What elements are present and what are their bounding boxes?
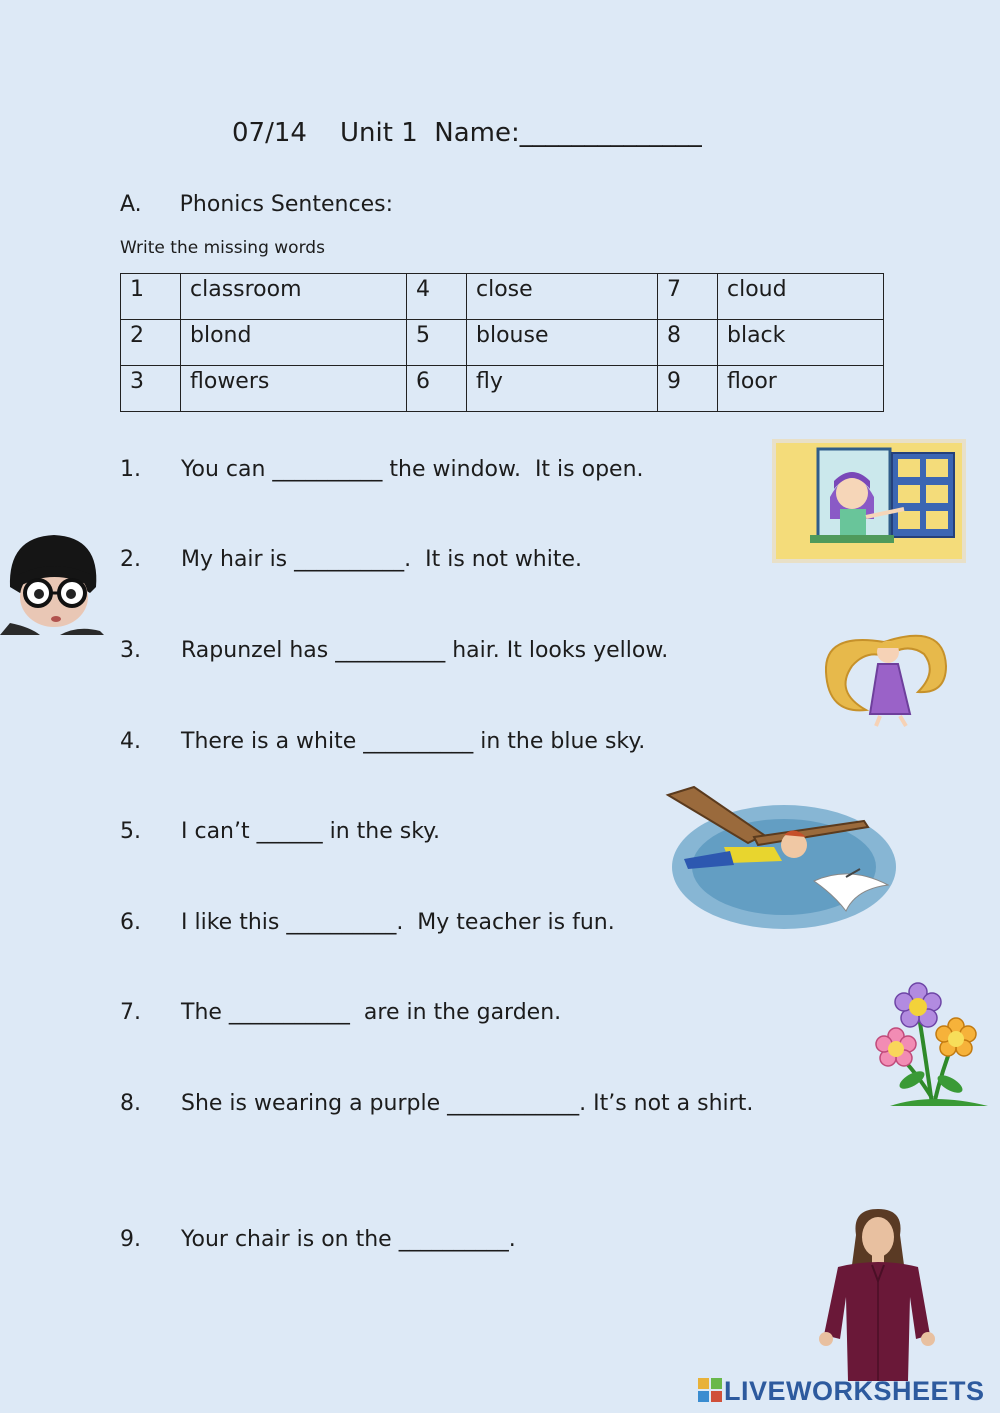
question-number: 2.: [120, 547, 141, 572]
flowers-illustration: [872, 980, 990, 1110]
worksheet-header: [232, 118, 702, 148]
word-number: 4: [407, 274, 467, 320]
question-number: 5.: [120, 819, 141, 844]
question-number: 8.: [120, 1091, 141, 1116]
word-bank-table: [120, 273, 884, 412]
question-item: [120, 910, 615, 935]
word-number: 1: [121, 274, 181, 320]
table-row: [121, 274, 884, 320]
question-text[interactable]: Rapunzel has __________ hair. It looks yellow.: [181, 638, 669, 663]
question-item: [120, 819, 440, 844]
word-cell: flowers: [181, 366, 407, 412]
question-text[interactable]: You can __________ the window. It is open.: [181, 457, 644, 482]
question-number: 6.: [120, 910, 141, 935]
question-number: 9.: [120, 1227, 141, 1252]
question-number: 4.: [120, 729, 141, 754]
question-item: [120, 729, 645, 754]
word-cell: black: [718, 320, 884, 366]
question-item: [120, 1227, 516, 1252]
word-cell: classroom: [181, 274, 407, 320]
word-cell: close: [467, 274, 658, 320]
question-number: 7.: [120, 1000, 141, 1025]
question-number: 1.: [120, 457, 141, 482]
question-number: 3.: [120, 638, 141, 663]
unit-label: Unit 1: [340, 118, 418, 148]
date-label: 07/14: [232, 118, 307, 148]
flying-boy-illustration: [664, 785, 900, 937]
window-illustration: [770, 437, 968, 565]
rapunzel-illustration: [814, 622, 952, 730]
question-text[interactable]: I like this __________. My teacher is fun.: [181, 910, 615, 935]
word-number: 6: [407, 366, 467, 412]
liveworksheets-logo-icon: [698, 1378, 722, 1406]
word-number: 7: [658, 274, 718, 320]
glasses-character-illustration: [0, 527, 106, 635]
question-item: [120, 547, 582, 572]
section-letter: A.: [120, 192, 142, 217]
question-item: [120, 638, 668, 663]
word-cell: cloud: [718, 274, 884, 320]
question-text[interactable]: I can’t ______ in the sky.: [181, 819, 441, 844]
liveworksheets-watermark: [698, 1376, 985, 1407]
table-row: [121, 366, 884, 412]
woman-blouse-illustration: [812, 1205, 942, 1381]
question-text[interactable]: My hair is __________. It is not white.: [181, 547, 583, 572]
section-heading: [120, 192, 393, 217]
question-text[interactable]: She is wearing a purple ____________. It’s not a shirt.: [181, 1091, 754, 1116]
question-text[interactable]: Your chair is on the __________.: [181, 1227, 516, 1252]
watermark-text: LIVEWORKSHEETS: [724, 1376, 985, 1406]
table-row: [121, 320, 884, 366]
word-cell: floor: [718, 366, 884, 412]
word-cell: blond: [181, 320, 407, 366]
name-field[interactable]: Name:______________: [434, 118, 702, 148]
section-title: Phonics Sentences:: [179, 192, 393, 217]
question-item: [120, 1091, 753, 1116]
question-text[interactable]: There is a white __________ in the blue sky.: [181, 729, 646, 754]
word-number: 5: [407, 320, 467, 366]
question-item: [120, 1000, 561, 1025]
question-text[interactable]: The ___________ are in the garden.: [181, 1000, 562, 1025]
word-number: 8: [658, 320, 718, 366]
instruction-text: Write the missing words: [120, 238, 325, 258]
word-cell: fly: [467, 366, 658, 412]
word-number: 3: [121, 366, 181, 412]
word-number: 2: [121, 320, 181, 366]
word-cell: blouse: [467, 320, 658, 366]
question-item: [120, 457, 644, 482]
word-number: 9: [658, 366, 718, 412]
